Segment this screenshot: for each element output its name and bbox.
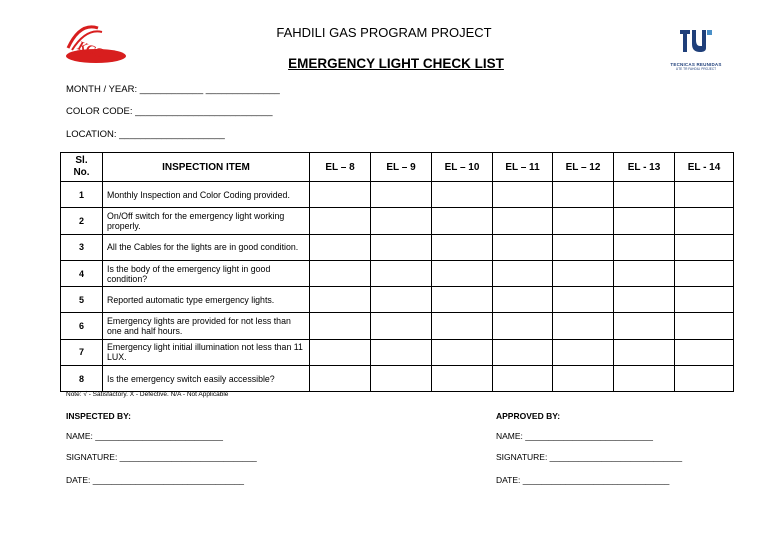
check-cell[interactable]	[310, 339, 371, 365]
check-cell[interactable]	[553, 234, 614, 260]
checklist-table	[60, 152, 734, 392]
inspection-item: On/Off switch for the emergency light working properly.	[103, 208, 310, 234]
check-cell[interactable]	[371, 234, 432, 260]
check-cell[interactable]	[432, 366, 493, 392]
inspection-item: Is the emergency switch easily accessible?	[103, 366, 310, 392]
check-cell[interactable]	[310, 182, 371, 208]
column-header: EL – 12	[553, 153, 614, 182]
check-cell[interactable]	[675, 339, 734, 365]
check-cell[interactable]	[675, 260, 734, 286]
check-cell[interactable]	[371, 366, 432, 392]
table-row	[61, 339, 734, 365]
table-row	[61, 260, 734, 286]
row-number: 2	[61, 208, 103, 234]
column-header: EL – 8	[310, 153, 371, 182]
check-cell[interactable]	[553, 287, 614, 313]
check-cell[interactable]	[493, 366, 553, 392]
check-cell[interactable]	[310, 366, 371, 392]
check-cell[interactable]	[493, 313, 553, 339]
check-cell[interactable]	[553, 182, 614, 208]
table-row	[61, 313, 734, 339]
check-cell[interactable]	[371, 260, 432, 286]
check-cell[interactable]	[371, 208, 432, 234]
check-cell[interactable]	[553, 260, 614, 286]
column-header: EL – 9	[371, 153, 432, 182]
check-cell[interactable]	[432, 182, 493, 208]
check-cell[interactable]	[675, 287, 734, 313]
checklist-body	[61, 182, 734, 392]
table-row	[61, 234, 734, 260]
check-cell[interactable]	[432, 339, 493, 365]
check-cell[interactable]	[310, 313, 371, 339]
inspector-signature-field[interactable]: SIGNATURE: _____________________________	[66, 452, 257, 462]
inspection-item: Emergency light initial illumination not less than 11 LUX.	[103, 339, 310, 365]
tr-mark-icon	[676, 26, 716, 56]
check-cell[interactable]	[432, 287, 493, 313]
tecnicas-reunidas-logo	[660, 26, 732, 74]
check-cell[interactable]	[310, 208, 371, 234]
check-cell[interactable]	[675, 234, 734, 260]
approver-date-field[interactable]: DATE: _______________________________	[496, 475, 670, 485]
check-cell[interactable]	[675, 182, 734, 208]
check-cell[interactable]	[493, 260, 553, 286]
legend-note: Note: √ - Satisfactory. X - Defective. N/A - Not Applicable	[66, 391, 229, 398]
svg-text:KCC: KCC	[75, 37, 106, 61]
inspector-name-field[interactable]: NAME: ___________________________	[66, 431, 223, 441]
inspected-by-heading: INSPECTED BY:	[66, 411, 132, 421]
sl-no-header: Sl. No.	[61, 153, 103, 182]
table-header-row	[61, 153, 734, 182]
column-header: EL - 14	[675, 153, 734, 182]
inspector-date-field[interactable]: DATE: ________________________________	[66, 475, 245, 485]
color-code-field[interactable]: COLOR CODE: __________________________	[66, 106, 273, 117]
row-number: 8	[61, 366, 103, 392]
check-cell[interactable]	[310, 287, 371, 313]
check-cell[interactable]	[614, 366, 675, 392]
table-row	[61, 287, 734, 313]
row-number: 4	[61, 260, 103, 286]
check-cell[interactable]	[614, 182, 675, 208]
check-cell[interactable]	[432, 208, 493, 234]
approver-signature-field[interactable]: SIGNATURE: ____________________________	[496, 452, 683, 462]
row-number: 5	[61, 287, 103, 313]
check-cell[interactable]	[493, 182, 553, 208]
table-row	[61, 208, 734, 234]
row-number: 6	[61, 313, 103, 339]
check-cell[interactable]	[553, 366, 614, 392]
check-cell[interactable]	[493, 208, 553, 234]
check-cell[interactable]	[493, 234, 553, 260]
check-cell[interactable]	[432, 313, 493, 339]
check-cell[interactable]	[614, 313, 675, 339]
check-cell[interactable]	[371, 339, 432, 365]
inspection-item: Reported automatic type emergency lights.	[103, 287, 310, 313]
check-cell[interactable]	[310, 260, 371, 286]
check-cell[interactable]	[614, 339, 675, 365]
approver-name-field[interactable]: NAME: ___________________________	[496, 431, 653, 441]
check-cell[interactable]	[675, 313, 734, 339]
logo-company-name: TECNICAS REUNIDAS	[670, 62, 722, 67]
month-year-field[interactable]: MONTH / YEAR: ____________ ______________	[66, 84, 280, 95]
table-row	[61, 182, 734, 208]
check-cell[interactable]	[553, 339, 614, 365]
check-cell[interactable]	[432, 234, 493, 260]
inspection-item: Is the body of the emergency light in good condition?	[103, 260, 310, 286]
project-title: FAHDILI GAS PROGRAM PROJECT	[276, 25, 492, 40]
check-cell[interactable]	[371, 313, 432, 339]
check-cell[interactable]	[493, 287, 553, 313]
column-header: EL - 13	[614, 153, 675, 182]
row-number: 3	[61, 234, 103, 260]
check-cell[interactable]	[310, 234, 371, 260]
inspection-item: All the Cables for the lights are in good condition.	[103, 234, 310, 260]
check-cell[interactable]	[553, 208, 614, 234]
check-cell[interactable]	[371, 287, 432, 313]
document-title: EMERGENCY LIGHT CHECK LIST	[288, 56, 504, 71]
approved-by-heading: APPROVED BY:	[496, 411, 561, 421]
check-cell[interactable]	[371, 182, 432, 208]
check-cell[interactable]	[675, 208, 734, 234]
check-cell[interactable]	[675, 366, 734, 392]
check-cell[interactable]	[432, 260, 493, 286]
check-cell[interactable]	[493, 339, 553, 365]
row-number: 7	[61, 339, 103, 365]
inspection-item: Emergency lights are provided for not less than one and half hours.	[103, 313, 310, 339]
inspection-item-header: INSPECTION ITEM	[103, 153, 310, 182]
location-field[interactable]: LOCATION: ____________________	[66, 129, 225, 140]
column-header: EL – 10	[432, 153, 493, 182]
row-number: 1	[61, 182, 103, 208]
check-cell[interactable]	[614, 260, 675, 286]
check-cell[interactable]	[553, 313, 614, 339]
check-cell[interactable]	[614, 287, 675, 313]
logo-company-sub: UTE TR FAHDILI PROJECT	[675, 67, 717, 71]
check-cell[interactable]	[614, 208, 675, 234]
column-header: EL – 11	[493, 153, 553, 182]
check-cell[interactable]	[614, 234, 675, 260]
inspection-item: Monthly Inspection and Color Coding provided.	[103, 182, 310, 208]
table-row	[61, 366, 734, 392]
